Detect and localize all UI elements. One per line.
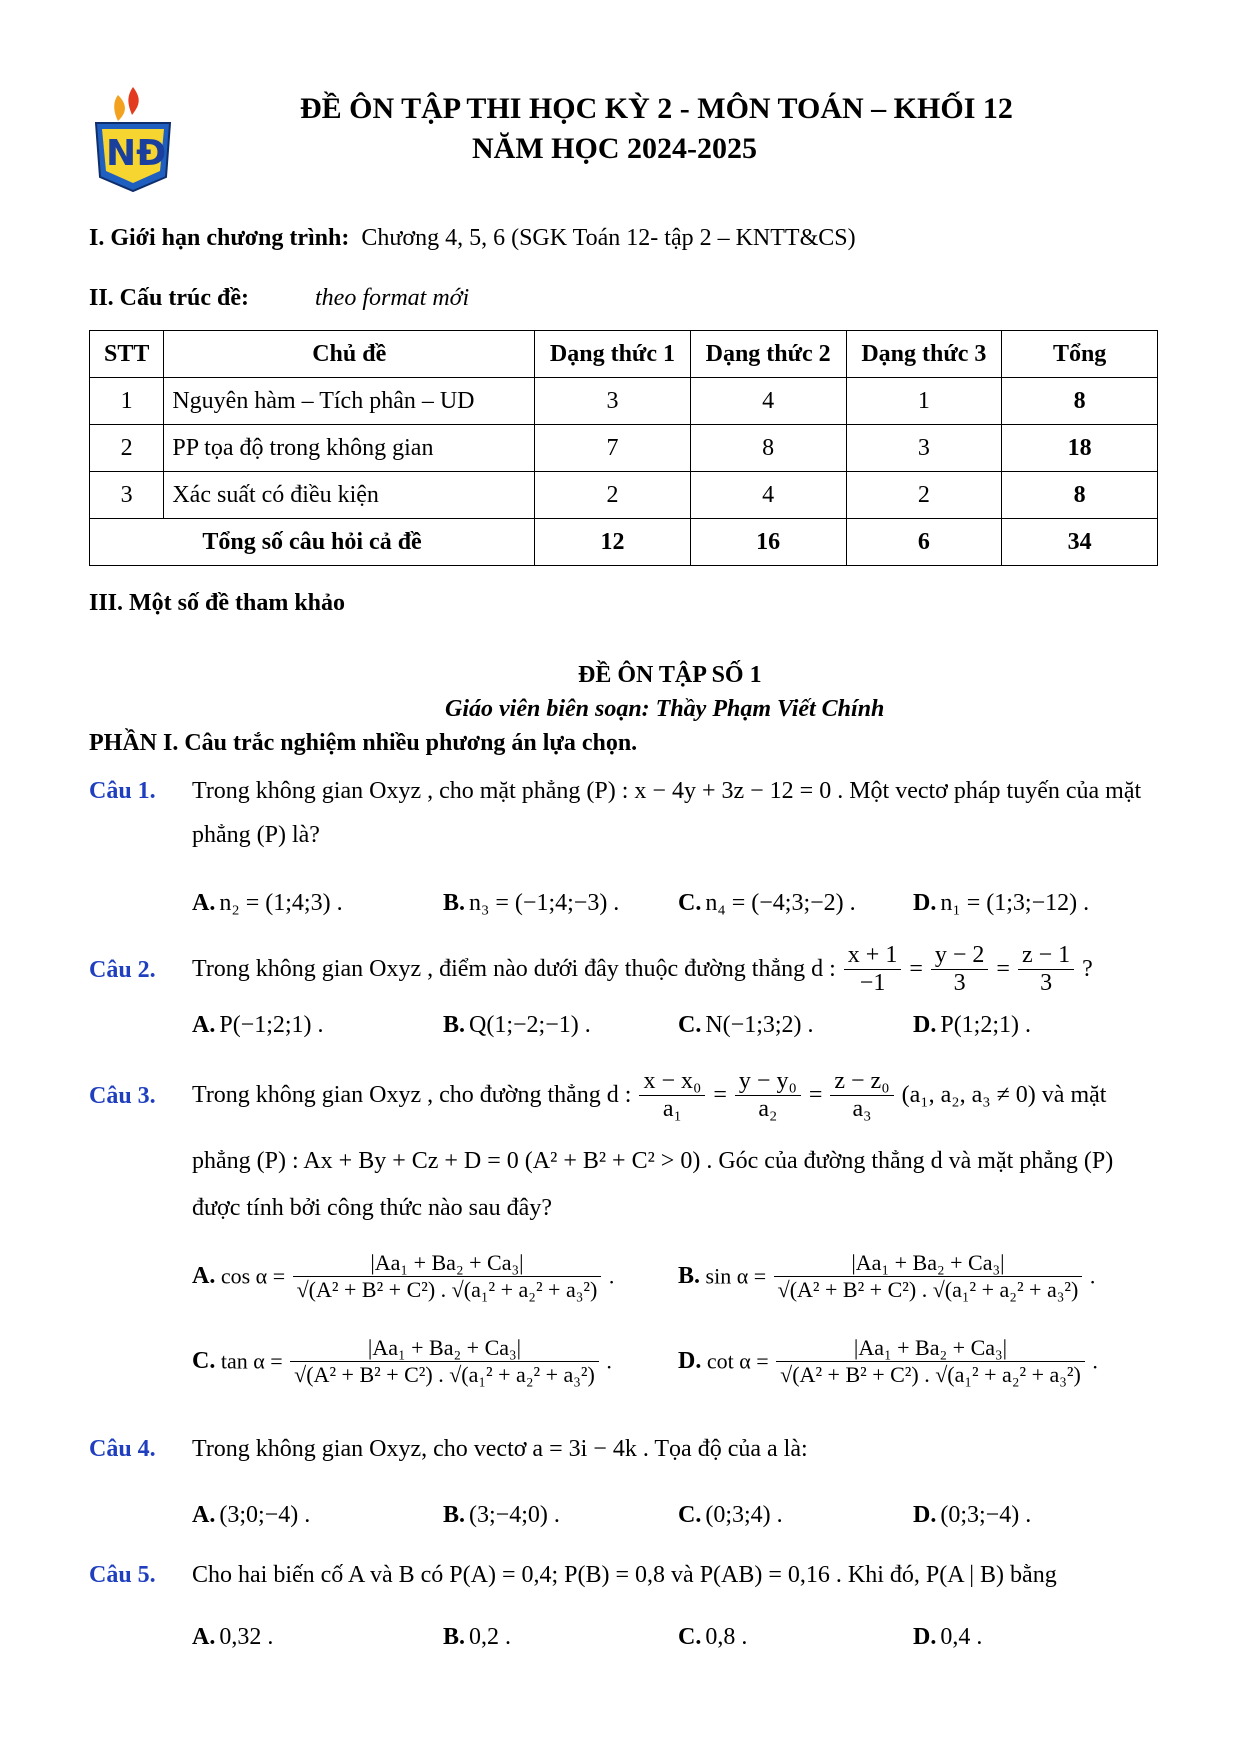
option-d: [913, 890, 1089, 917]
section-limit: [89, 225, 856, 252]
table-header: Dạng thức 1: [535, 331, 691, 378]
table-header: Chủ đề: [164, 331, 535, 378]
option-a: [192, 1250, 614, 1303]
option-c: [678, 1624, 747, 1651]
table-cell: 6: [846, 519, 1002, 566]
option-label: A.: [192, 1263, 216, 1289]
option-text: N(−1;3;2) .: [705, 1012, 814, 1038]
period: .: [608, 1263, 615, 1289]
option-c: [678, 1012, 814, 1039]
option-label: B.: [443, 1502, 466, 1528]
fraction-den: √(A² + B² + C²) . √(a₁² + a₂² + a₃²): [296, 1277, 598, 1302]
option-c: [678, 1502, 783, 1529]
option-text: 0,2 .: [469, 1624, 512, 1650]
table-header-row: [90, 331, 1158, 378]
fraction-den: a₁: [662, 1096, 682, 1122]
option-label: B.: [443, 1624, 466, 1650]
option-func: sin α =: [705, 1263, 767, 1289]
option-text: 0,4 .: [940, 1624, 983, 1650]
table-total-row: [90, 519, 1158, 566]
table-cell: 8: [690, 425, 846, 472]
fraction: [1018, 942, 1074, 997]
option-func: cos α =: [220, 1263, 286, 1289]
option-text: Q(1;−2;−1) .: [469, 1012, 591, 1038]
fraction-den: √(A² + B² + C²) . √(a₁² + a₂² + a₃²): [780, 1362, 1081, 1387]
table-row: [90, 378, 1158, 425]
equals: =: [909, 956, 923, 982]
option-d: [678, 1335, 1098, 1388]
fraction: [931, 942, 989, 997]
option-label: C.: [678, 1012, 702, 1038]
table-cell: 8: [1002, 472, 1158, 519]
table-cell: 8: [1002, 378, 1158, 425]
fraction: [639, 1068, 705, 1123]
option-b: [678, 1250, 1095, 1303]
equals: =: [996, 956, 1010, 982]
option-func: cot α =: [706, 1348, 769, 1374]
option-text: n₁ = (1;3;−12) .: [940, 890, 1090, 916]
exam-part: PHẦN I. Câu trắc nghiệm nhiều phương án lựa chọn.: [89, 730, 638, 756]
table-cell: PP tọa độ trong không gian: [164, 425, 535, 472]
table-header: Dạng thức 3: [846, 331, 1002, 378]
question-text: Cho hai biến cố A và B có P(A) = 0,4; P(B) = 0,8 và P(AB) = 0,16 . Khi đó, P(A | B) bằng: [192, 1562, 1057, 1588]
fraction-den: √(A² + B² + C²) . √(a₁² + a₂² + a₃²): [777, 1277, 1079, 1302]
fraction: [844, 942, 902, 997]
question-text-part: (a₁, a₂, a₃ ≠ 0) và mặt: [901, 1082, 1107, 1108]
structure-table: [89, 330, 1158, 566]
option-text: n₃ = (−1;4;−3) .: [469, 890, 620, 916]
equals: =: [713, 1082, 727, 1108]
fraction-num: z − z₀: [830, 1068, 893, 1096]
fraction-num: z − 1: [1018, 942, 1074, 970]
option-a: [192, 1624, 273, 1651]
option-b: [443, 1012, 591, 1039]
table-cell: 18: [1002, 425, 1158, 472]
period: .: [606, 1348, 612, 1374]
table-cell: 16: [690, 519, 846, 566]
question-label: Câu 5.: [89, 1562, 156, 1588]
school-year: NĂM HỌC 2024-2025: [472, 132, 757, 165]
fraction-num: y − 2: [931, 942, 989, 970]
option-text: (3;0;−4) .: [219, 1502, 311, 1528]
option-label: D.: [913, 890, 937, 916]
option-b: [443, 890, 619, 917]
option-text: (0;3;−4) .: [940, 1502, 1032, 1528]
page-title: ĐỀ ÔN TẬP THI HỌC KỲ 2 - MÔN TOÁN – KHỐI 12: [300, 92, 1013, 125]
table-cell: 12: [535, 519, 691, 566]
option-label: B.: [443, 890, 466, 916]
table-row: [90, 425, 1158, 472]
table-cell: 2: [846, 472, 1002, 519]
option-text: 0,8 .: [705, 1624, 748, 1650]
option-d: [913, 1012, 1031, 1039]
logo-text: NĐ: [106, 133, 167, 174]
fraction-den: 3: [1040, 970, 1053, 996]
question-label: Câu 3.: [89, 1083, 156, 1109]
option-label: D.: [913, 1502, 937, 1528]
option-text: 0,32 .: [219, 1624, 274, 1650]
section-structure-value: theo format mới: [315, 285, 470, 311]
table-cell: 2: [90, 425, 164, 472]
fraction-num: y − y₀: [735, 1068, 801, 1096]
option-d: [913, 1502, 1031, 1529]
option-label: D.: [913, 1624, 937, 1650]
question-label: Câu 1.: [89, 778, 156, 804]
fraction: [774, 1250, 1083, 1303]
option-label: A.: [192, 1624, 216, 1650]
option-text: P(−1;2;1) .: [219, 1012, 324, 1038]
fraction: [830, 1068, 893, 1123]
question-text: [192, 1068, 1106, 1123]
question-label: Câu 4.: [89, 1436, 156, 1462]
table-cell: 3: [90, 472, 164, 519]
option-label: C.: [678, 1502, 702, 1528]
section-references: III. Một số đề tham khảo: [89, 590, 346, 616]
option-a: [192, 1012, 324, 1039]
question-text: phẳng (P) : Ax + By + Cz + D = 0 (A² + B² + C² > 0) . Góc của đường thẳng d và mặt phẳng (P): [192, 1148, 1114, 1174]
option-b: [443, 1502, 560, 1529]
option-d: [913, 1624, 982, 1651]
table-cell: 4: [690, 472, 846, 519]
option-text: (0;3;4) .: [705, 1502, 783, 1528]
fraction-den: 3: [953, 970, 966, 996]
fraction-den: −1: [859, 970, 886, 996]
table-cell: 34: [1002, 519, 1158, 566]
option-text: n₄ = (−4;3;−2) .: [705, 890, 856, 916]
question-mark: ?: [1082, 956, 1093, 982]
option-label: D.: [913, 1012, 937, 1038]
option-label: D.: [678, 1348, 702, 1374]
option-label: C.: [678, 1624, 702, 1650]
table-cell: 7: [535, 425, 691, 472]
option-c: [678, 890, 856, 917]
period: .: [1089, 1263, 1096, 1289]
question-text: được tính bởi công thức nào sau đây?: [192, 1195, 552, 1221]
table-header: STT: [90, 331, 164, 378]
option-label: C.: [678, 890, 702, 916]
period: .: [1092, 1348, 1098, 1374]
question-text: phẳng (P) là?: [192, 822, 320, 848]
table-cell: 4: [690, 378, 846, 425]
option-text: P(1;2;1) .: [940, 1012, 1032, 1038]
table-header: Dạng thức 2: [690, 331, 846, 378]
table-row: [90, 472, 1158, 519]
fraction-num: |Aa₁ + Ba₂ + Ca₃|: [290, 1335, 599, 1362]
fraction-num: x + 1: [844, 942, 902, 970]
fraction-num: x − x₀: [639, 1068, 705, 1096]
exam-author: Giáo viên biên soạn: Thầy Phạm Viết Chính: [445, 696, 885, 722]
option-a: [192, 890, 343, 917]
section-limit-label: I. Giới hạn chương trình:: [89, 225, 350, 251]
option-label: C.: [192, 1348, 216, 1374]
option-func: tan α =: [220, 1348, 283, 1374]
fraction-num: |Aa₁ + Ba₂ + Ca₃|: [774, 1250, 1083, 1277]
table-cell: Nguyên hàm – Tích phân – UD: [164, 378, 535, 425]
table-cell: 1: [846, 378, 1002, 425]
fraction: [293, 1250, 602, 1303]
fraction: [735, 1068, 801, 1123]
option-c: [192, 1335, 612, 1388]
option-label: B.: [443, 1012, 466, 1038]
fraction-den: a₃: [852, 1096, 872, 1122]
option-text: (3;−4;0) .: [469, 1502, 560, 1528]
table-cell: 3: [535, 378, 691, 425]
equals: =: [808, 1082, 823, 1108]
option-label: A.: [192, 1012, 216, 1038]
table-total-label: Tổng số câu hỏi cả đề: [90, 519, 535, 566]
section-limit-value: Chương 4, 5, 6 (SGK Toán 12- tập 2 – KNTT&CS): [361, 225, 856, 251]
table-cell: 2: [535, 472, 691, 519]
fraction-num: |Aa₁ + Ba₂ + Ca₃|: [776, 1335, 1085, 1362]
question-text-part: Trong không gian Oxyz , điểm nào dưới đây thuộc đường thẳng d :: [192, 956, 836, 982]
question-text: Trong không gian Oxyz , cho mặt phẳng (P) : x − 4y + 3z − 12 = 0 . Một vectơ pháp tuyến của mặt: [192, 778, 1142, 804]
fraction: [776, 1335, 1085, 1388]
table-cell: 1: [90, 378, 164, 425]
school-logo: [88, 85, 178, 195]
table-cell: Xác suất có điều kiện: [164, 472, 535, 519]
fraction-den: √(A² + B² + C²) . √(a₁² + a₂² + a₃²): [294, 1362, 595, 1387]
option-label: A.: [192, 890, 216, 916]
question-label: Câu 2.: [89, 957, 156, 983]
question-text: Trong không gian Oxyz, cho vectơ a = 3i − 4k . Tọa độ của a là:: [192, 1436, 808, 1462]
section-structure-label: II. Cấu trúc đề:: [89, 285, 249, 311]
option-label: A.: [192, 1502, 216, 1528]
fraction-num: |Aa₁ + Ba₂ + Ca₃|: [293, 1250, 602, 1277]
fraction: [290, 1335, 599, 1388]
option-text: n₂ = (1;4;3) .: [219, 890, 343, 916]
question-text-part: Trong không gian Oxyz , cho đường thẳng d :: [192, 1082, 632, 1108]
table-cell: 3: [846, 425, 1002, 472]
table-header: Tổng: [1002, 331, 1158, 378]
question-text: [192, 942, 1093, 997]
exam-title: ĐỀ ÔN TẬP SỐ 1: [578, 662, 762, 688]
option-a: [192, 1502, 310, 1529]
option-label: B.: [678, 1263, 701, 1289]
option-b: [443, 1624, 511, 1651]
fraction-den: a₂: [758, 1096, 778, 1122]
